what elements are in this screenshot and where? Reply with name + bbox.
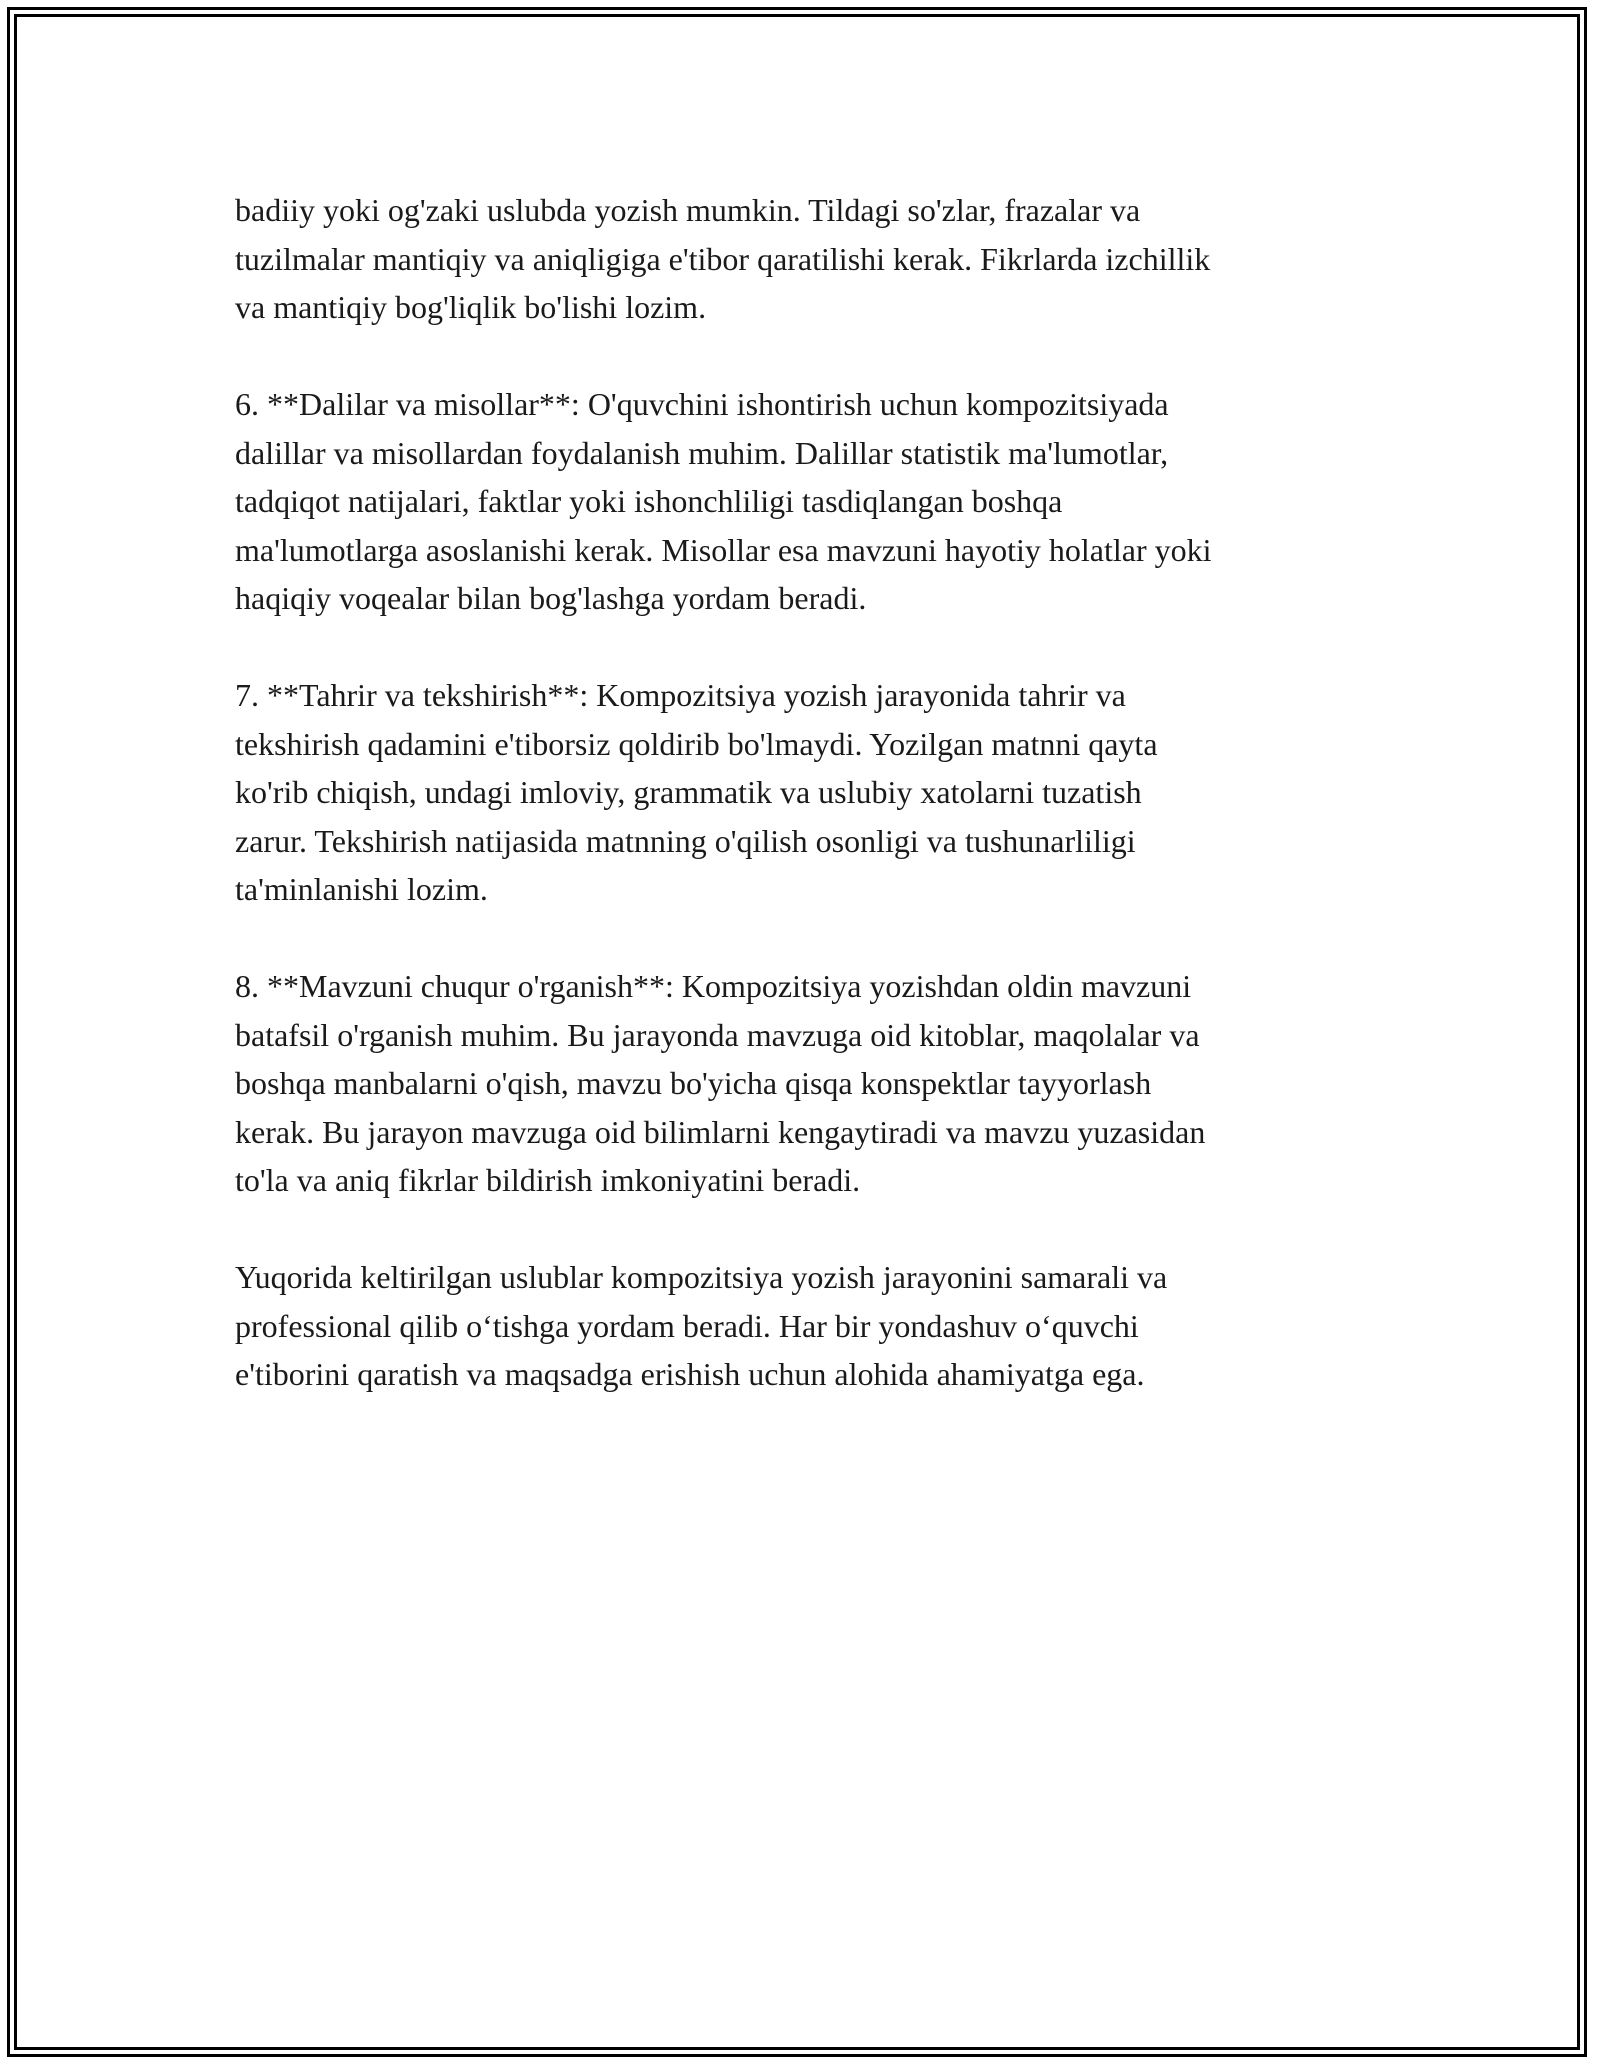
text-line: boshqa manbalarni o'qish, mavzu bo'yicha qisqa konspektlar tayyorlash [235, 1065, 1152, 1101]
text-line: 8. **Mavzuni chuqur o'rganish**: Kompozitsiya yozishdan oldin mavzuni [235, 968, 1192, 1004]
text-line: ma'lumotlarga asoslanishi kerak. Misollar esa mavzuni hayotiy holatlar yoki [235, 531, 1212, 568]
text-line: tadqiqot natijalari, faktlar yoki ishonchliligi tasdiqlangan boshqa [235, 483, 1063, 519]
text-line: kerak. Bu jarayon mavzuga oid bilimlarni kengaytiradi va mavzu yuzasidan [235, 1113, 1206, 1150]
text-line: dalillar va misollardan foydalanish muhim. Dalillar statistik ma'lumotlar, [235, 434, 1169, 471]
text-line: haqiqiy voqealar bilan bog'lashga yordam beradi. [235, 580, 867, 616]
paragraph-item-6 [235, 380, 1375, 623]
document-body [235, 186, 1375, 1447]
paragraph-item-8 [235, 962, 1375, 1205]
paragraph-conclusion [235, 1253, 1375, 1399]
text-line: 6. **Dalilar va misollar**: O'quvchini ishontirish uchun kompozitsiyada [235, 386, 1169, 422]
paragraph-item-7 [235, 671, 1375, 914]
text-line: 7. **Tahrir va tekshirish**: Kompozitsiya yozish jarayonida tahrir va [235, 677, 1126, 713]
text-line: zarur. Tekshirish natijasida matnning o'qilish osonligi va tushunarliligi [235, 822, 1136, 859]
text-line: tuzilmalar mantiqiy va aniqligiga e'tibor qaratilishi kerak. Fikrlarda izchillik [235, 240, 1211, 277]
text-line: ko'rib chiqish, undagi imloviy, grammatik va uslubiy xatolarni tuzatish [235, 774, 1142, 810]
text-line: tekshirish qadamini e'tiborsiz qoldirib bo'lmaydi. Yozilgan matnni qayta [235, 725, 1158, 762]
text-line: badiiy yoki og'zaki uslubda yozish mumkin. Tildagi so'zlar, frazalar va [235, 192, 1141, 228]
text-line: Yuqorida keltirilgan uslublar kompozitsiya yozish jarayonini samarali va [235, 1259, 1168, 1295]
paragraph-intro-continuation [235, 186, 1375, 332]
text-line: to'la va aniq fikrlar bildirish imkoniyatini beradi. [235, 1162, 861, 1198]
text-line: va mantiqiy bog'liqlik bo'lishi lozim. [235, 289, 707, 325]
text-line: e'tiborini qaratish va maqsadga erishish uchun alohida ahamiyatga ega. [235, 1356, 1145, 1392]
text-line: ta'minlanishi lozim. [235, 871, 488, 907]
text-line: professional qilib o‘tishga yordam beradi. Har bir yondashuv o‘quvchi [235, 1307, 1139, 1344]
text-line: batafsil o'rganish muhim. Bu jarayonda mavzuga oid kitoblar, maqolalar va [235, 1016, 1200, 1053]
